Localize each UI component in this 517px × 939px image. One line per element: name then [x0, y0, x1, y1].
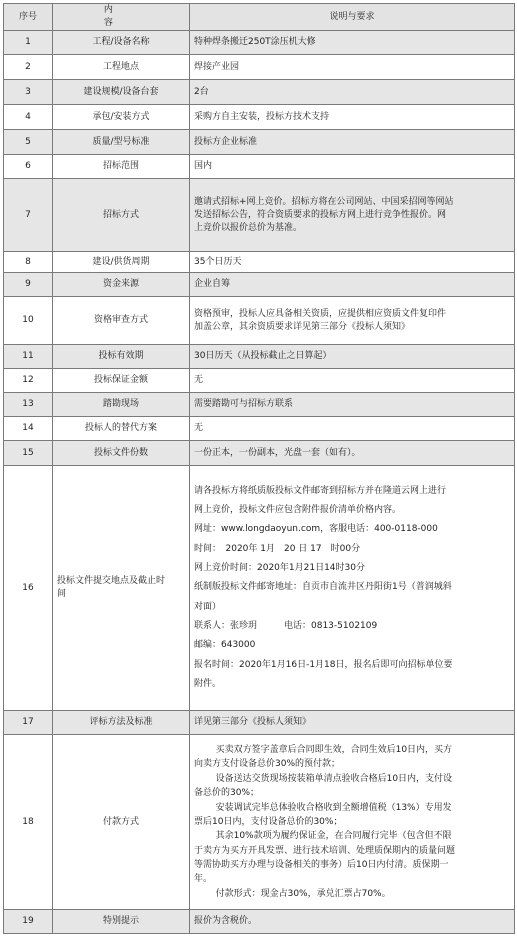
- desc-line: 纸制版投标文件邮寄地址：自贡市自流井区丹阳街1号（普润城斜: [194, 582, 452, 593]
- row-item: 投标人的替代方案: [53, 417, 190, 441]
- desc-line: 加盖公章，其余资质要求详见第三部分《投标人须知》: [194, 321, 411, 332]
- item-line: 投标文件提交地点及截止时: [57, 576, 166, 587]
- table-row: [4, 55, 515, 80]
- desc-line: 票后10日内，支付设备总价的30%；: [194, 816, 343, 827]
- row-desc: [190, 417, 515, 441]
- table-row: [4, 105, 515, 130]
- table-row: [4, 735, 515, 910]
- desc-line: 投标方企业标准: [194, 136, 258, 147]
- desc-line: 企业自筹: [194, 279, 231, 290]
- row-item: 资金来源: [53, 273, 190, 297]
- tender-table: [3, 3, 515, 934]
- row-desc: [190, 252, 515, 273]
- table-row: [4, 711, 515, 735]
- row-item: 招标范围: [53, 155, 190, 179]
- desc-line: 发送招标公告，符合资质要求的投标方网上进行竞争性报价。网: [194, 209, 447, 220]
- table-header-row: [4, 4, 515, 31]
- row-item: 投标文件份数: [53, 441, 190, 466]
- row-item: 资格审查方式: [53, 297, 190, 345]
- row-no: 6: [4, 155, 53, 179]
- row-item: 招标方式: [53, 179, 190, 252]
- desc-line: 年。: [194, 874, 213, 885]
- desc-line: 对面）: [194, 601, 222, 612]
- row-desc: [190, 441, 515, 466]
- row-no: 11: [4, 345, 53, 369]
- table-row: [4, 297, 515, 345]
- item-line: 间: [57, 589, 67, 600]
- row-item: 质量/型号标准: [53, 130, 190, 155]
- row-no: 9: [4, 273, 53, 297]
- table-row: [4, 130, 515, 155]
- desc-line: 请各投标方将纸质版投标文件邮寄到招标方并在隆道云网上进行: [194, 485, 447, 496]
- desc-line: 无: [194, 375, 204, 386]
- row-no: 1: [4, 31, 53, 55]
- desc-line: 详见第三部分《投标人须知》: [194, 717, 312, 728]
- row-desc: [190, 80, 515, 105]
- row-no: 16: [4, 466, 53, 711]
- row-no: 13: [4, 393, 53, 417]
- row-desc: [190, 466, 515, 711]
- desc-line: 30日历天（从投标截止之日算起）: [194, 351, 332, 362]
- row-desc: [190, 105, 515, 130]
- row-item: 承包/安装方式: [53, 105, 190, 130]
- desc-line: 设备送达交货现场按装箱单清点验收合格后10日内，支付设: [215, 773, 453, 784]
- desc-line: 一份正本，一份副本，光盘一套（如有）。: [194, 447, 361, 458]
- header-item-label: 内 容: [103, 5, 207, 29]
- header-item: [53, 4, 207, 31]
- desc-line: 时间： 2020年 1月 20 日 17 时00分: [194, 543, 361, 554]
- row-no: 17: [4, 711, 53, 735]
- row-no: 3: [4, 80, 53, 105]
- desc-line: 于卖方为买方开具发票、进行技术培训、处理质保期内的质量问题: [194, 845, 456, 856]
- table-row: [4, 345, 515, 369]
- row-item: 评标方法及标准: [53, 711, 190, 735]
- desc-line: 邀请式招标+网上竞价。招标方将在公司网站、中国采招网等网站: [194, 196, 454, 207]
- table-row: [4, 910, 515, 934]
- row-no: 19: [4, 910, 53, 934]
- desc-line: 网上竞价，投标文件应包含附件报价清单价格内容。: [194, 505, 402, 516]
- desc-line: 附件。: [194, 679, 222, 690]
- desc-line: 备总价的30%；: [194, 788, 260, 799]
- desc-line: 国内: [194, 161, 213, 172]
- table-row: [4, 179, 515, 252]
- row-desc: [190, 735, 515, 910]
- desc-line: 2台: [194, 86, 209, 97]
- desc-line: 付款形式：现金占30%，承兑汇票占70%。: [215, 888, 391, 899]
- row-desc: [190, 393, 515, 417]
- row-no: 14: [4, 417, 53, 441]
- desc-line: 上竞价以报价总价为基准。: [194, 222, 303, 233]
- desc-line: 买卖双方签字盖章后合同即生效，合同生效后10日内，买方: [215, 744, 453, 755]
- desc-line: 等需协助买方办理与设备相关的事务）后10日内付清。质保期一: [194, 860, 449, 871]
- table-row: [4, 441, 515, 466]
- desc-line: 邮编：643000: [194, 640, 256, 651]
- desc-line: 需要踏勘可与招标方联系: [194, 399, 294, 410]
- row-no: 2: [4, 55, 53, 80]
- row-no: 7: [4, 179, 53, 252]
- desc-line: 报价为含税价。: [194, 916, 258, 927]
- desc-line: 安装调试完毕总体验收合格收到全额增值税（13%）专用发: [215, 802, 452, 813]
- table-row: [4, 393, 515, 417]
- row-item: 建设规模/设备台套: [53, 80, 190, 105]
- desc-line: 向卖方支付设备总价30%的预付款；: [194, 759, 341, 770]
- row-item: 投标保证金额: [53, 369, 190, 393]
- row-desc: [190, 273, 515, 297]
- desc-line: 焊接产业园: [194, 61, 240, 72]
- row-item: 建设/供货周期: [53, 252, 190, 273]
- header-desc: 说明与要求: [190, 4, 515, 31]
- row-item: 特别提示: [53, 910, 190, 934]
- row-no: 4: [4, 105, 53, 130]
- row-item: 工程地点: [53, 55, 190, 80]
- table-row: [4, 417, 515, 441]
- row-no: 8: [4, 252, 53, 273]
- row-item: 工程/设备名称: [53, 31, 190, 55]
- row-item: 投标有效期: [53, 345, 190, 369]
- row-desc: [190, 711, 515, 735]
- row-desc: [190, 179, 515, 252]
- desc-line: 特种焊条搬迁250T涂压机大修: [194, 37, 316, 48]
- row-desc: [190, 297, 515, 345]
- row-no: 12: [4, 369, 53, 393]
- table-row: [4, 155, 515, 179]
- row-desc: [190, 369, 515, 393]
- row-no: 5: [4, 130, 53, 155]
- row-item: 踏勘现场: [53, 393, 190, 417]
- row-no: 10: [4, 297, 53, 345]
- row-desc: [190, 345, 515, 369]
- table-row: [4, 252, 515, 273]
- row-no: 15: [4, 441, 53, 466]
- desc-line: 网上竞价时间：2020年1月21日14时30分: [194, 563, 365, 574]
- table-row: [4, 369, 515, 393]
- desc-line: 采购方自主安装，投标方技术支持: [194, 111, 330, 122]
- desc-line: 35个日历天: [194, 256, 242, 267]
- row-desc: [190, 31, 515, 55]
- row-item: 付款方式: [53, 735, 190, 910]
- desc-line: 网址：www.longdaoyun.com，客服电话：400-0118-000: [194, 524, 438, 535]
- desc-line: 其余10%款项为履约保证金，在合同履行完毕（包含但不限: [215, 831, 452, 842]
- row-desc: [190, 155, 515, 179]
- desc-line: 联系人：张珍玥 电话：0813-5102109: [194, 621, 378, 632]
- desc-line: 无: [194, 423, 204, 434]
- table-row: [4, 80, 515, 105]
- row-desc: [190, 130, 515, 155]
- desc-line: 资格预审，投标人应具备相关资质，应提供相应资质文件复印件: [194, 308, 447, 319]
- row-desc: [190, 910, 515, 934]
- row-item: [53, 466, 190, 711]
- table-row: [4, 273, 515, 297]
- table-row: [4, 466, 515, 711]
- row-no: 18: [4, 735, 53, 910]
- header-no: 序号: [4, 4, 53, 31]
- row-desc: [190, 55, 515, 80]
- desc-line: 报名时间：2020年1月16日-1月18日，报名后即可向招标单位要: [194, 659, 453, 670]
- table-row: [4, 31, 515, 55]
